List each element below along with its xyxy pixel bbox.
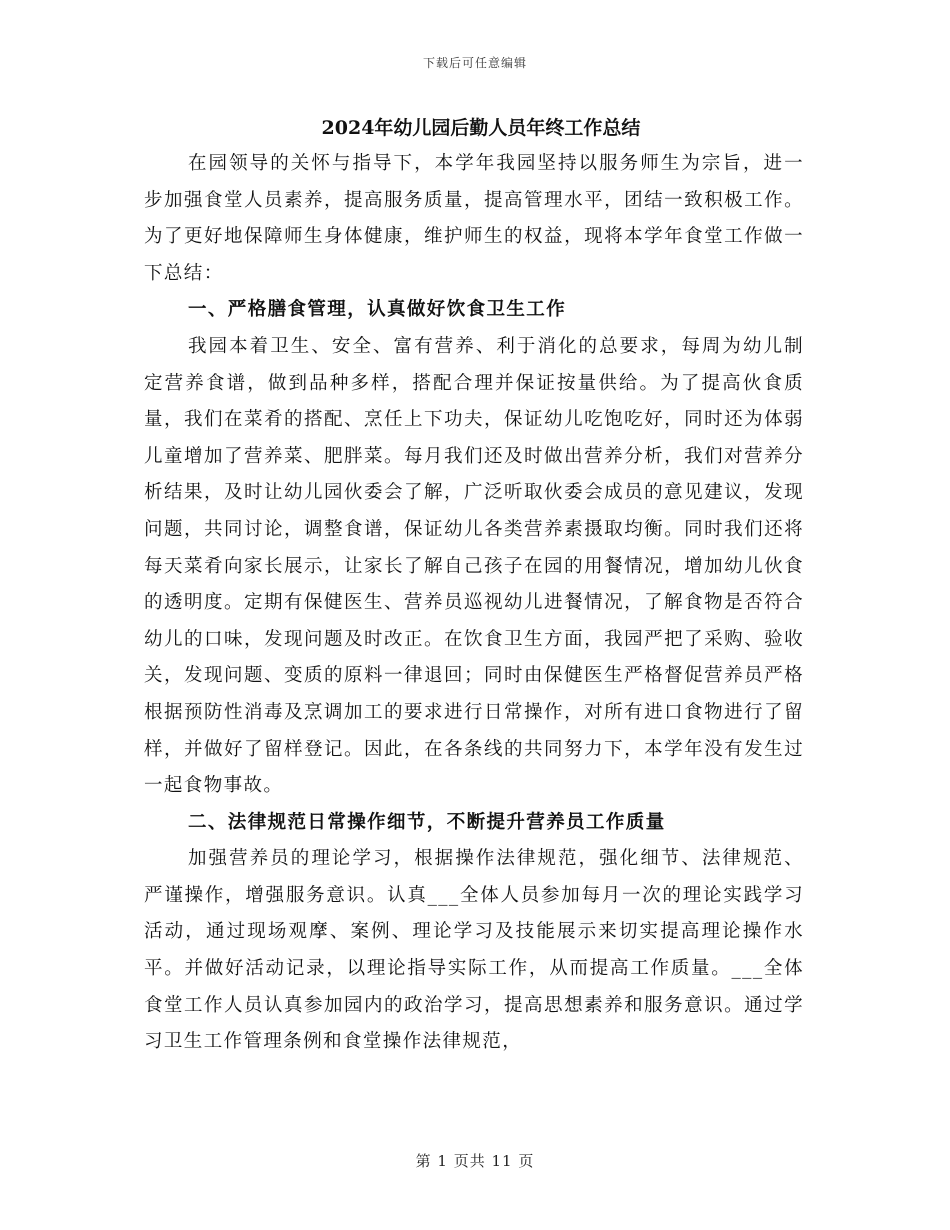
section-2-heading: 二、法律规范日常操作细节，不断提升营养员工作质量 [188, 811, 666, 833]
section-1-paragraph: 我园本着卫生、安全、富有营养、利于消化的总要求，每周为幼儿制定营养食谱，做到品种多样，搭配合理并保证按量供给。为了提高伙食质量，我们在菜肴的搭配、烹任上下功夫，保证幼儿吃饱吃好，同时还为体弱儿童增加了营养菜、肥胖菜。每月我们还及时做出营养分析，我们对营养分析结果，及时让幼儿园伙委会了解，广泛听取伙委会成员的意见建议，发现问题，共同讨论，调整食谱，保证幼儿各类营养素摄取均衡。同时我们还将每天菜肴向家长展示，让家长了解自己孩子在园的用餐情况，增加幼儿伙食的透明度。定期有保健医生、营养员巡视幼儿进餐情况，了解食物是否符合幼儿的口味，发现问题及时改正。在饮食卫生方面，我园严把了采购、验收关，发现问题、变质的原料一律退回；同时由保健医生严格督促营养员严格根据预防性消毒及烹调加工的要求进行日常操作，对所有进口食物进行了留样，并做好了留样登记。因此，在各条线的共同努力下，本学年没有发生过一起食物事故。 [144, 335, 804, 797]
page-number: 第 1 页共 11 页 [415, 1152, 535, 1170]
document-title: 2024年幼儿园后勤人员年终工作总结 [321, 117, 641, 139]
section-1-heading: 一、严格膳食管理，认真做好饮食卫生工作 [188, 299, 567, 321]
document-body [144, 110, 804, 1061]
page-header-note: 下载后可任意编辑 [422, 56, 527, 70]
section-2-paragraph: 加强营养员的理论学习，根据操作法律规范，强化细节、法律规范、严谨操作，增强服务意识。认真___全体人员参加每月一次的理论实践学习活动，通过现场观摩、案例、理论学习及技能展示来切实提高理论操作水平。并做好活动记录，以理论指导实际工作，从而提高工作质量。___全体食堂工作人员认真参加园内的政治学习，提高思想素养和服务意识。通过学习卫生工作管理条例和食堂操作法律规范， [144, 848, 804, 1053]
intro-paragraph: 在园领导的关怀与指导下，本学年我园坚持以服务师生为宗旨，进一步加强食堂人员素养，提高服务质量，提高管理水平，团结一致积极工作。为了更好地保障师生身体健康，维护师生的权益，现将本学年食堂工作做一下总结： [144, 153, 804, 284]
